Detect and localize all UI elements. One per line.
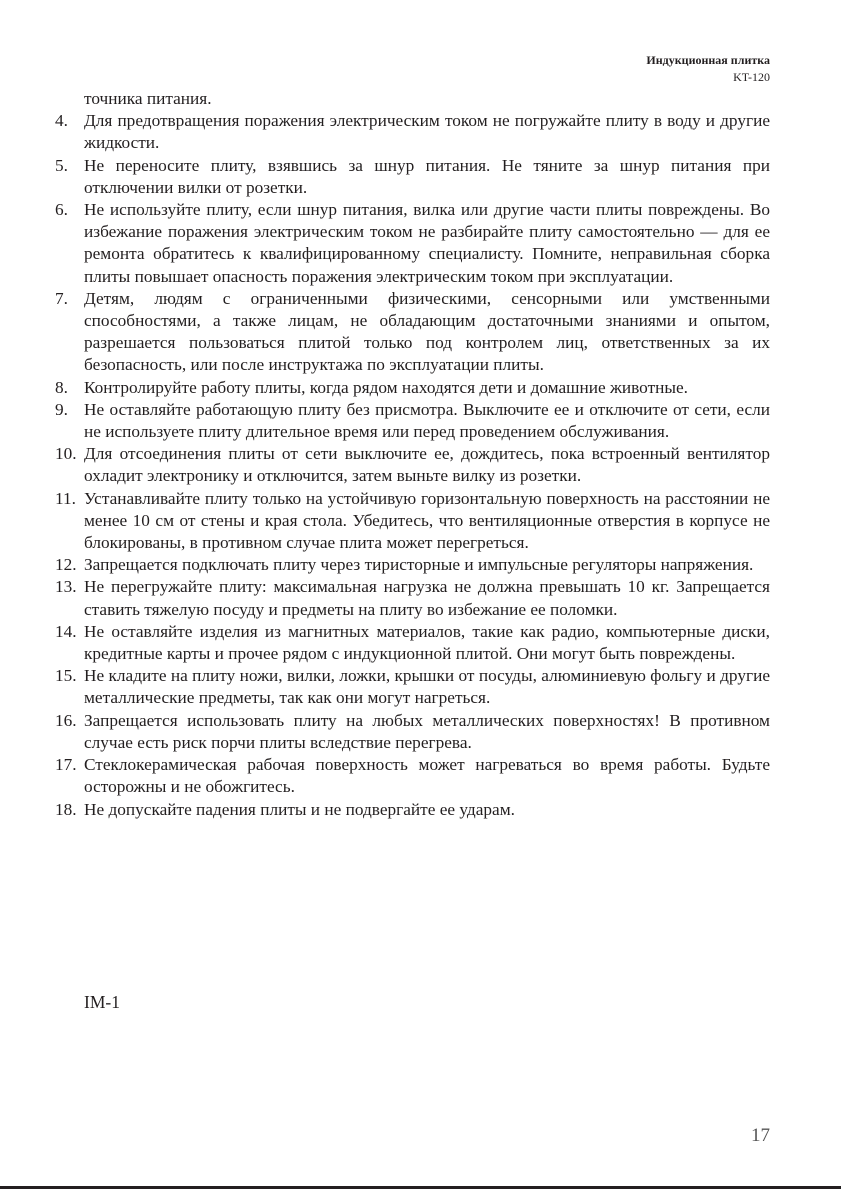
safety-instructions-list (55, 88, 770, 821)
page-number: 17 (751, 1125, 770, 1146)
item-text: Запрещается использовать плиту на любых металлических поверхностях! В противном случае есть риск порчи плиты вследствие перегрева. (84, 710, 770, 752)
list-item (55, 377, 770, 399)
item-number: 7. (55, 288, 68, 308)
item-text: Детям, людям с ограниченными физическими, сенсорными или умственными способностями, а также лицам, не обладающим достаточными знаниями и опытом, разрешается пользоваться плитой только под контролем лиц, ответственных за их безопасность, или после инструктажа по эксплуатации плиты. (84, 288, 770, 375)
list-item (55, 621, 770, 665)
list-item (55, 799, 770, 821)
item-text: Не кладите на плиту ножи, вилки, ложки, крышки от посуды, алюминиевую фольгу и другие металлические предметы, так как они могут нагреться. (84, 666, 770, 708)
item-number: 9. (55, 399, 68, 419)
item-number: 6. (55, 200, 68, 220)
item-number: 4. (55, 111, 68, 131)
item-number: 8. (55, 377, 68, 397)
item-number: 10. (55, 444, 77, 464)
continuation-text: точника питания. (84, 89, 212, 108)
item-text: Не используйте плиту, если шнур питания, вилка или другие части плиты повреждены. Во избежание поражения электрическим током не разбирайте плиту самостоятельно — для ее ремонта обратитесь к квалифицированному специалисту. Помните, неправильная сборка плиты повышает опасность поражения электрическим током при эксплуатации. (84, 200, 770, 286)
item-text: Контролируйте работу плиты, когда рядом находятся дети и домашние животные. (84, 377, 688, 397)
item-number: 18. (55, 799, 77, 819)
item-text: Устанавливайте плиту только на устойчивую горизонтальную поверхность на расстоянии не менее 10 см от стены и края стола. Убедитесь, что вентиляционные отверстия в корпусе не блокированы, в противном случае плита может перегреться. (84, 488, 770, 553)
item-text: Не оставляйте работающую плиту без присмотра. Выключите ее и отключите от сети, если не используете плиту длительное время или перед проведением обслуживания. (84, 399, 770, 442)
item-number: 16. (55, 710, 77, 730)
item-text: Не перегружайте плиту: максимальная нагрузка не должна превышать 10 кг. Запрещается ставить тяжелую посуду и предметы на плиту во избежание ее поломки. (84, 577, 770, 619)
list-item (55, 488, 770, 555)
item-text: Не оставляйте изделия из магнитных материалов, такие как радио, компьютерные диски, кредитные карты и прочее рядом с индукционной плитой. Они могут быть повреждены. (84, 621, 770, 664)
list-item (55, 710, 770, 754)
list-item (55, 155, 770, 199)
list-item (55, 443, 770, 487)
item-number: 11. (55, 488, 76, 508)
item-text: Не допускайте падения плиты и не подвергайте ее ударам. (84, 799, 515, 819)
header-model: KT-120 (733, 70, 770, 84)
list-item (55, 399, 770, 443)
items-container (55, 110, 770, 821)
item-text: Для предотвращения поражения электрическим током не погружайте плиту в воду и другие жидкости. (84, 111, 770, 153)
item-number: 5. (55, 155, 68, 175)
list-item (55, 576, 770, 620)
list-item (55, 288, 770, 377)
item-text: Запрещается подключать плиту через тиристорные и импульсные регуляторы напряжения. (84, 555, 754, 575)
item-text: Не переносите плиту, взявшись за шнур питания. Не тяните за шнур питания при отключении вилки от розетки. (84, 155, 770, 197)
list-item (55, 110, 770, 154)
list-item (55, 199, 770, 288)
list-item (55, 754, 770, 798)
document-code: IM-1 (84, 992, 120, 1012)
item-number: 12. (55, 555, 77, 575)
item-number: 15. (55, 666, 77, 686)
list-item (55, 554, 770, 576)
item-number: 17. (55, 755, 77, 775)
page-header (646, 52, 770, 86)
item-number: 13. (55, 577, 77, 597)
header-title: Индукционная плитка (646, 53, 770, 67)
item-text: Для отсоединения плиты от сети выключите ее, дождитесь, пока встроенный вентилятор охладит электронику и отключится, затем выньте вилку из розетки. (84, 444, 770, 486)
item-number: 14. (55, 621, 77, 641)
list-item (55, 665, 770, 709)
item-text: Стеклокерамическая рабочая поверхность может нагреваться во время работы. Будьте осторожны и не обожгитесь. (84, 755, 770, 797)
